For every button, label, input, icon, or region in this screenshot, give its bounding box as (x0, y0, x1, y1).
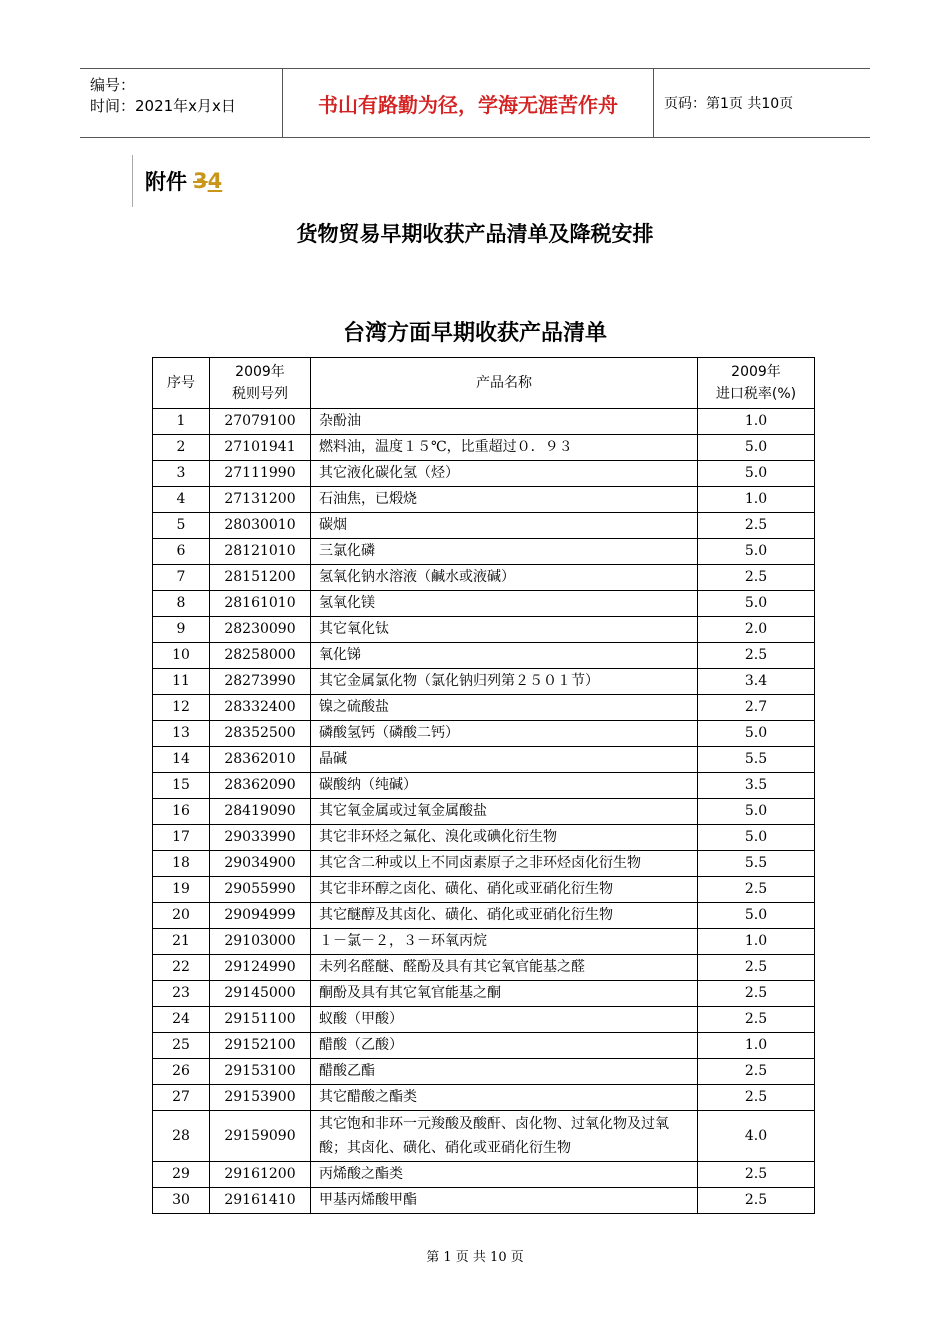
cell-code: 29033990 (210, 825, 311, 851)
cell-name: 磷酸氢钙（磷酸二钙） (311, 721, 698, 747)
cell-code: 28362090 (210, 773, 311, 799)
cell-code: 29055990 (210, 877, 311, 903)
cell-name: 其它非环烃之氟化、溴化或碘化衍生物 (311, 825, 698, 851)
cell-name: 其它液化碳化氢（烃） (311, 461, 698, 487)
page-header (80, 68, 870, 138)
cell-code: 29151100 (210, 1007, 311, 1033)
cell-rate: 5.5 (698, 851, 815, 877)
cell-seq: 18 (153, 851, 210, 877)
table-header-row (153, 358, 815, 409)
cell-name: 石油焦，已煅烧 (311, 487, 698, 513)
table-row (153, 435, 815, 461)
table-row (153, 825, 815, 851)
cell-code: 29094999 (210, 903, 311, 929)
cell-rate: 3.4 (698, 669, 815, 695)
cell-name: 碳烟 (311, 513, 698, 539)
cell-rate: 5.0 (698, 721, 815, 747)
attachment-number-inserted: 4 (207, 169, 223, 193)
cell-code: 28030010 (210, 513, 311, 539)
attachment-label: 附件 (145, 170, 187, 194)
cell-name: 其它金属氯化物（氯化钠归列第２５０１节） (311, 669, 698, 695)
time-label: 时间：2021年x月x日 (90, 97, 236, 115)
cell-seq: 30 (153, 1188, 210, 1214)
table-row (153, 1059, 815, 1085)
cell-code: 29153100 (210, 1059, 311, 1085)
header-motto: 书山有路勤为径，学海无涯苦作舟 (282, 69, 654, 137)
header-name: 产品名称 (311, 358, 698, 409)
cell-rate: 5.5 (698, 747, 815, 773)
cell-code: 29161410 (210, 1188, 311, 1214)
cell-rate: 5.0 (698, 591, 815, 617)
cell-code: 29159090 (210, 1111, 311, 1162)
cell-code: 28419090 (210, 799, 311, 825)
cell-seq: 1 (153, 409, 210, 435)
cell-rate: 2.5 (698, 877, 815, 903)
table-row (153, 955, 815, 981)
cell-code: 29145000 (210, 981, 311, 1007)
cell-rate: 2.5 (698, 1059, 815, 1085)
cell-code: 28362010 (210, 747, 311, 773)
cell-rate: 2.5 (698, 981, 815, 1007)
cell-name: 其它氧化钛 (311, 617, 698, 643)
page-footer: 第 1 页 共 10 页 (426, 1250, 524, 1265)
cell-rate: 4.0 (698, 1111, 815, 1162)
cell-name: 三氯化磷 (311, 539, 698, 565)
cell-rate: 3.5 (698, 773, 815, 799)
cell-name: 氧化锑 (311, 643, 698, 669)
cell-code: 27079100 (210, 409, 311, 435)
cell-name: 镍之硫酸盐 (311, 695, 698, 721)
cell-seq: 25 (153, 1033, 210, 1059)
attachment-number-deleted: 3 (193, 169, 208, 193)
cell-seq: 8 (153, 591, 210, 617)
table-title: 台湾方面早期收获产品清单 (342, 321, 607, 346)
product-table (152, 357, 815, 1214)
cell-rate: 2.5 (698, 565, 815, 591)
cell-rate: 2.5 (698, 1162, 815, 1188)
table-row (153, 409, 815, 435)
cell-seq: 3 (153, 461, 210, 487)
cell-name: 氢氧化钠水溶液（鹹水或液碱） (311, 565, 698, 591)
cell-code: 28121010 (210, 539, 311, 565)
header-rate-line1: 2009年 (731, 364, 781, 380)
cell-name: 燃料油，温度１５℃，比重超过０．９３ (311, 435, 698, 461)
cell-code: 29152100 (210, 1033, 311, 1059)
table-row (153, 513, 815, 539)
cell-seq: 10 (153, 643, 210, 669)
document-title: 货物贸易早期收获产品清单及降税安排 (296, 222, 654, 246)
cell-rate: 5.0 (698, 461, 815, 487)
cell-name: 醋酸（乙酸） (311, 1033, 698, 1059)
table-row (153, 1162, 815, 1188)
cell-seq: 26 (153, 1059, 210, 1085)
table-row (153, 721, 815, 747)
table-row (153, 1111, 815, 1162)
table-row (153, 1188, 815, 1214)
cell-seq: 9 (153, 617, 210, 643)
cell-rate: 2.0 (698, 617, 815, 643)
table-row (153, 669, 815, 695)
cell-name: 杂酚油 (311, 409, 698, 435)
cell-rate: 2.5 (698, 1007, 815, 1033)
cell-rate: 2.5 (698, 1188, 815, 1214)
table-row (153, 981, 815, 1007)
cell-seq: 7 (153, 565, 210, 591)
table-row (153, 851, 815, 877)
cell-code: 29103000 (210, 929, 311, 955)
cell-name: 酮酚及具有其它氧官能基之酮 (311, 981, 698, 1007)
number-label: 编号： (90, 76, 136, 94)
attachment-marker (132, 155, 222, 207)
table-row (153, 461, 815, 487)
header-code (210, 358, 311, 409)
cell-rate: 5.0 (698, 825, 815, 851)
cell-rate: 5.0 (698, 539, 815, 565)
cell-name: 其它含二种或以上不同卤素原子之非环烃卤化衍生物 (311, 851, 698, 877)
cell-name: 其它饱和非环一元羧酸及酸酐、卤化物、过氧化物及过氧酸；其卤化、磺化、硝化或亚硝化衍生物 (311, 1111, 698, 1162)
cell-name: 醋酸乙酯 (311, 1059, 698, 1085)
header-rate (698, 358, 815, 409)
cell-code: 28273990 (210, 669, 311, 695)
cell-seq: 23 (153, 981, 210, 1007)
cell-name: 丙烯酸之酯类 (311, 1162, 698, 1188)
cell-name: 甲基丙烯酸甲酯 (311, 1188, 698, 1214)
cell-rate: 2.5 (698, 643, 815, 669)
cell-seq: 29 (153, 1162, 210, 1188)
table-row (153, 799, 815, 825)
cell-code: 27111990 (210, 461, 311, 487)
cell-code: 29124990 (210, 955, 311, 981)
cell-name: 碳酸纳（纯碱） (311, 773, 698, 799)
cell-rate: 1.0 (698, 487, 815, 513)
cell-seq: 19 (153, 877, 210, 903)
cell-code: 28151200 (210, 565, 311, 591)
cell-code: 28332400 (210, 695, 311, 721)
cell-name: 未列名醛醚、醛酚及具有其它氧官能基之醛 (311, 955, 698, 981)
header-code-line1: 2009年 (235, 364, 285, 380)
cell-rate: 5.0 (698, 435, 815, 461)
cell-code: 29161200 (210, 1162, 311, 1188)
header-meta (80, 69, 282, 137)
cell-seq: 21 (153, 929, 210, 955)
cell-code: 27131200 (210, 487, 311, 513)
table-row (153, 903, 815, 929)
cell-rate: 2.7 (698, 695, 815, 721)
table-row (153, 929, 815, 955)
cell-name: １－氯－２，３－环氧丙烷 (311, 929, 698, 955)
table-row (153, 1007, 815, 1033)
header-code-line2: 税则号列 (232, 386, 288, 402)
cell-rate: 1.0 (698, 929, 815, 955)
cell-seq: 2 (153, 435, 210, 461)
cell-seq: 11 (153, 669, 210, 695)
header-seq: 序号 (153, 358, 210, 409)
cell-name: 其它非环醇之卤化、磺化、硝化或亚硝化衍生物 (311, 877, 698, 903)
cell-rate: 5.0 (698, 903, 815, 929)
table-row (153, 695, 815, 721)
cell-seq: 22 (153, 955, 210, 981)
cell-code: 28352500 (210, 721, 311, 747)
cell-seq: 4 (153, 487, 210, 513)
table-row (153, 539, 815, 565)
cell-rate: 5.0 (698, 799, 815, 825)
cell-name: 蚁酸（甲酸） (311, 1007, 698, 1033)
cell-name: 氢氧化镁 (311, 591, 698, 617)
table-row (153, 877, 815, 903)
cell-seq: 27 (153, 1085, 210, 1111)
cell-code: 28258000 (210, 643, 311, 669)
header-page-info: 页码：第1页 共10页 (664, 96, 794, 112)
cell-seq: 16 (153, 799, 210, 825)
table-row (153, 565, 815, 591)
table-row (153, 617, 815, 643)
cell-rate: 2.5 (698, 513, 815, 539)
cell-seq: 28 (153, 1111, 210, 1162)
cell-code: 28230090 (210, 617, 311, 643)
table-row (153, 773, 815, 799)
cell-seq: 14 (153, 747, 210, 773)
cell-name: 其它醋酸之酯类 (311, 1085, 698, 1111)
table-row (153, 1085, 815, 1111)
cell-seq: 17 (153, 825, 210, 851)
cell-code: 29153900 (210, 1085, 311, 1111)
cell-code: 28161010 (210, 591, 311, 617)
cell-rate: 2.5 (698, 1085, 815, 1111)
cell-name: 其它氧金属或过氧金属酸盐 (311, 799, 698, 825)
cell-seq: 6 (153, 539, 210, 565)
table-row (153, 747, 815, 773)
table-row (153, 1033, 815, 1059)
table-row (153, 643, 815, 669)
cell-seq: 20 (153, 903, 210, 929)
attachment-number (193, 169, 222, 193)
cell-seq: 15 (153, 773, 210, 799)
cell-rate: 1.0 (698, 409, 815, 435)
table-row (153, 487, 815, 513)
table-row (153, 591, 815, 617)
cell-name: 其它醚醇及其卤化、磺化、硝化或亚硝化衍生物 (311, 903, 698, 929)
header-rate-line2: 进口税率(%) (715, 386, 797, 402)
cell-seq: 24 (153, 1007, 210, 1033)
cell-rate: 2.5 (698, 955, 815, 981)
cell-seq: 13 (153, 721, 210, 747)
cell-seq: 12 (153, 695, 210, 721)
cell-seq: 5 (153, 513, 210, 539)
cell-name: 晶碱 (311, 747, 698, 773)
cell-code: 29034900 (210, 851, 311, 877)
cell-code: 27101941 (210, 435, 311, 461)
cell-rate: 1.0 (698, 1033, 815, 1059)
